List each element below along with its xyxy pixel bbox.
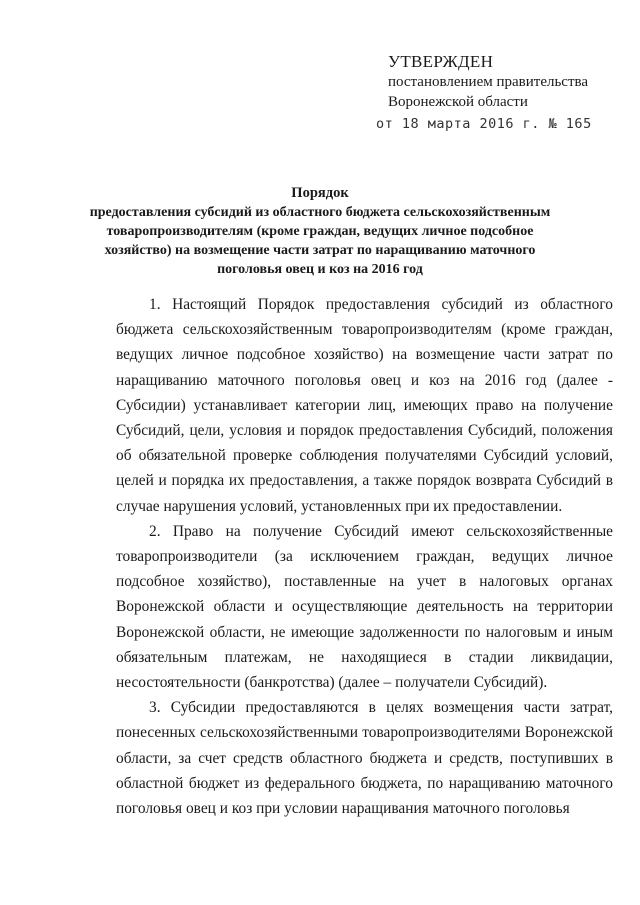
- document-title: [80, 184, 560, 279]
- title-main: Порядок: [291, 185, 349, 201]
- approval-date-stamp: от 18 марта 2016 г. № 165: [376, 116, 592, 132]
- approval-line-1: постановлением правительства: [388, 74, 589, 90]
- title-line-4: поголовья овец и коз на 2016 год: [217, 262, 423, 277]
- document-body: [116, 292, 613, 821]
- title-line-2: товаропроизводителям (кроме граждан, ведущих личное подсобное: [106, 224, 534, 239]
- approval-line-2: Воронежской области: [388, 94, 528, 110]
- title-line-1: предоставления субсидий из областного бюджета сельскохозяйственным: [89, 205, 551, 220]
- title-line-3: хозяйство) на возмещение части затрат по наращиванию маточного: [104, 243, 536, 258]
- paragraph-3: 3. Субсидии предоставляются в целях возмещения части затрат, понесенных сельскохозяйственными товаропроизводителями Воронежской области, за счет средств областного бюджета и средств, поступивших в областной бюджет из федерального бюджета, по наращиванию маточного поголовья овец и коз при условии наращивания маточного поголовья: [116, 699, 613, 818]
- paragraph-2: 2. Право на получение Субсидий имеют сельскохозяйственные товаропроизводители (за исключением граждан, ведущих личное подсобное хозяйство), поставленные на учет в налоговых органах Воронежской области и осуществляющие деятельность на территории Воронежской области, не имеющие задолженности по налоговым и иным обязательным платежам, не находящиеся в стадии ликвидации, несостоятельности (банкротства) (далее – получатели Субсидий).: [116, 522, 613, 692]
- approval-title: УТВЕРЖДЕН: [388, 52, 494, 71]
- approval-block: [376, 52, 628, 132]
- paragraph-1: 1. Настоящий Порядок предоставления субсидий из областного бюджета сельскохозяйственным товаропроизводителям (кроме граждан, ведущих личное подсобное хозяйство) на возмещение части затрат по наращиванию маточного поголовья овец и коз на 2016 год (далее - Субсидии) устанавливает категории лиц, имеющих право на получение Субсидий, цели, условия и порядок предоставления Субсидий, положения об обязательной проверке соблюдения получателями Субсидий условий, целей и порядка их предоставления, а также порядок возврата Субсидий в случае нарушения условий, установленных при их предоставлении.: [116, 296, 613, 515]
